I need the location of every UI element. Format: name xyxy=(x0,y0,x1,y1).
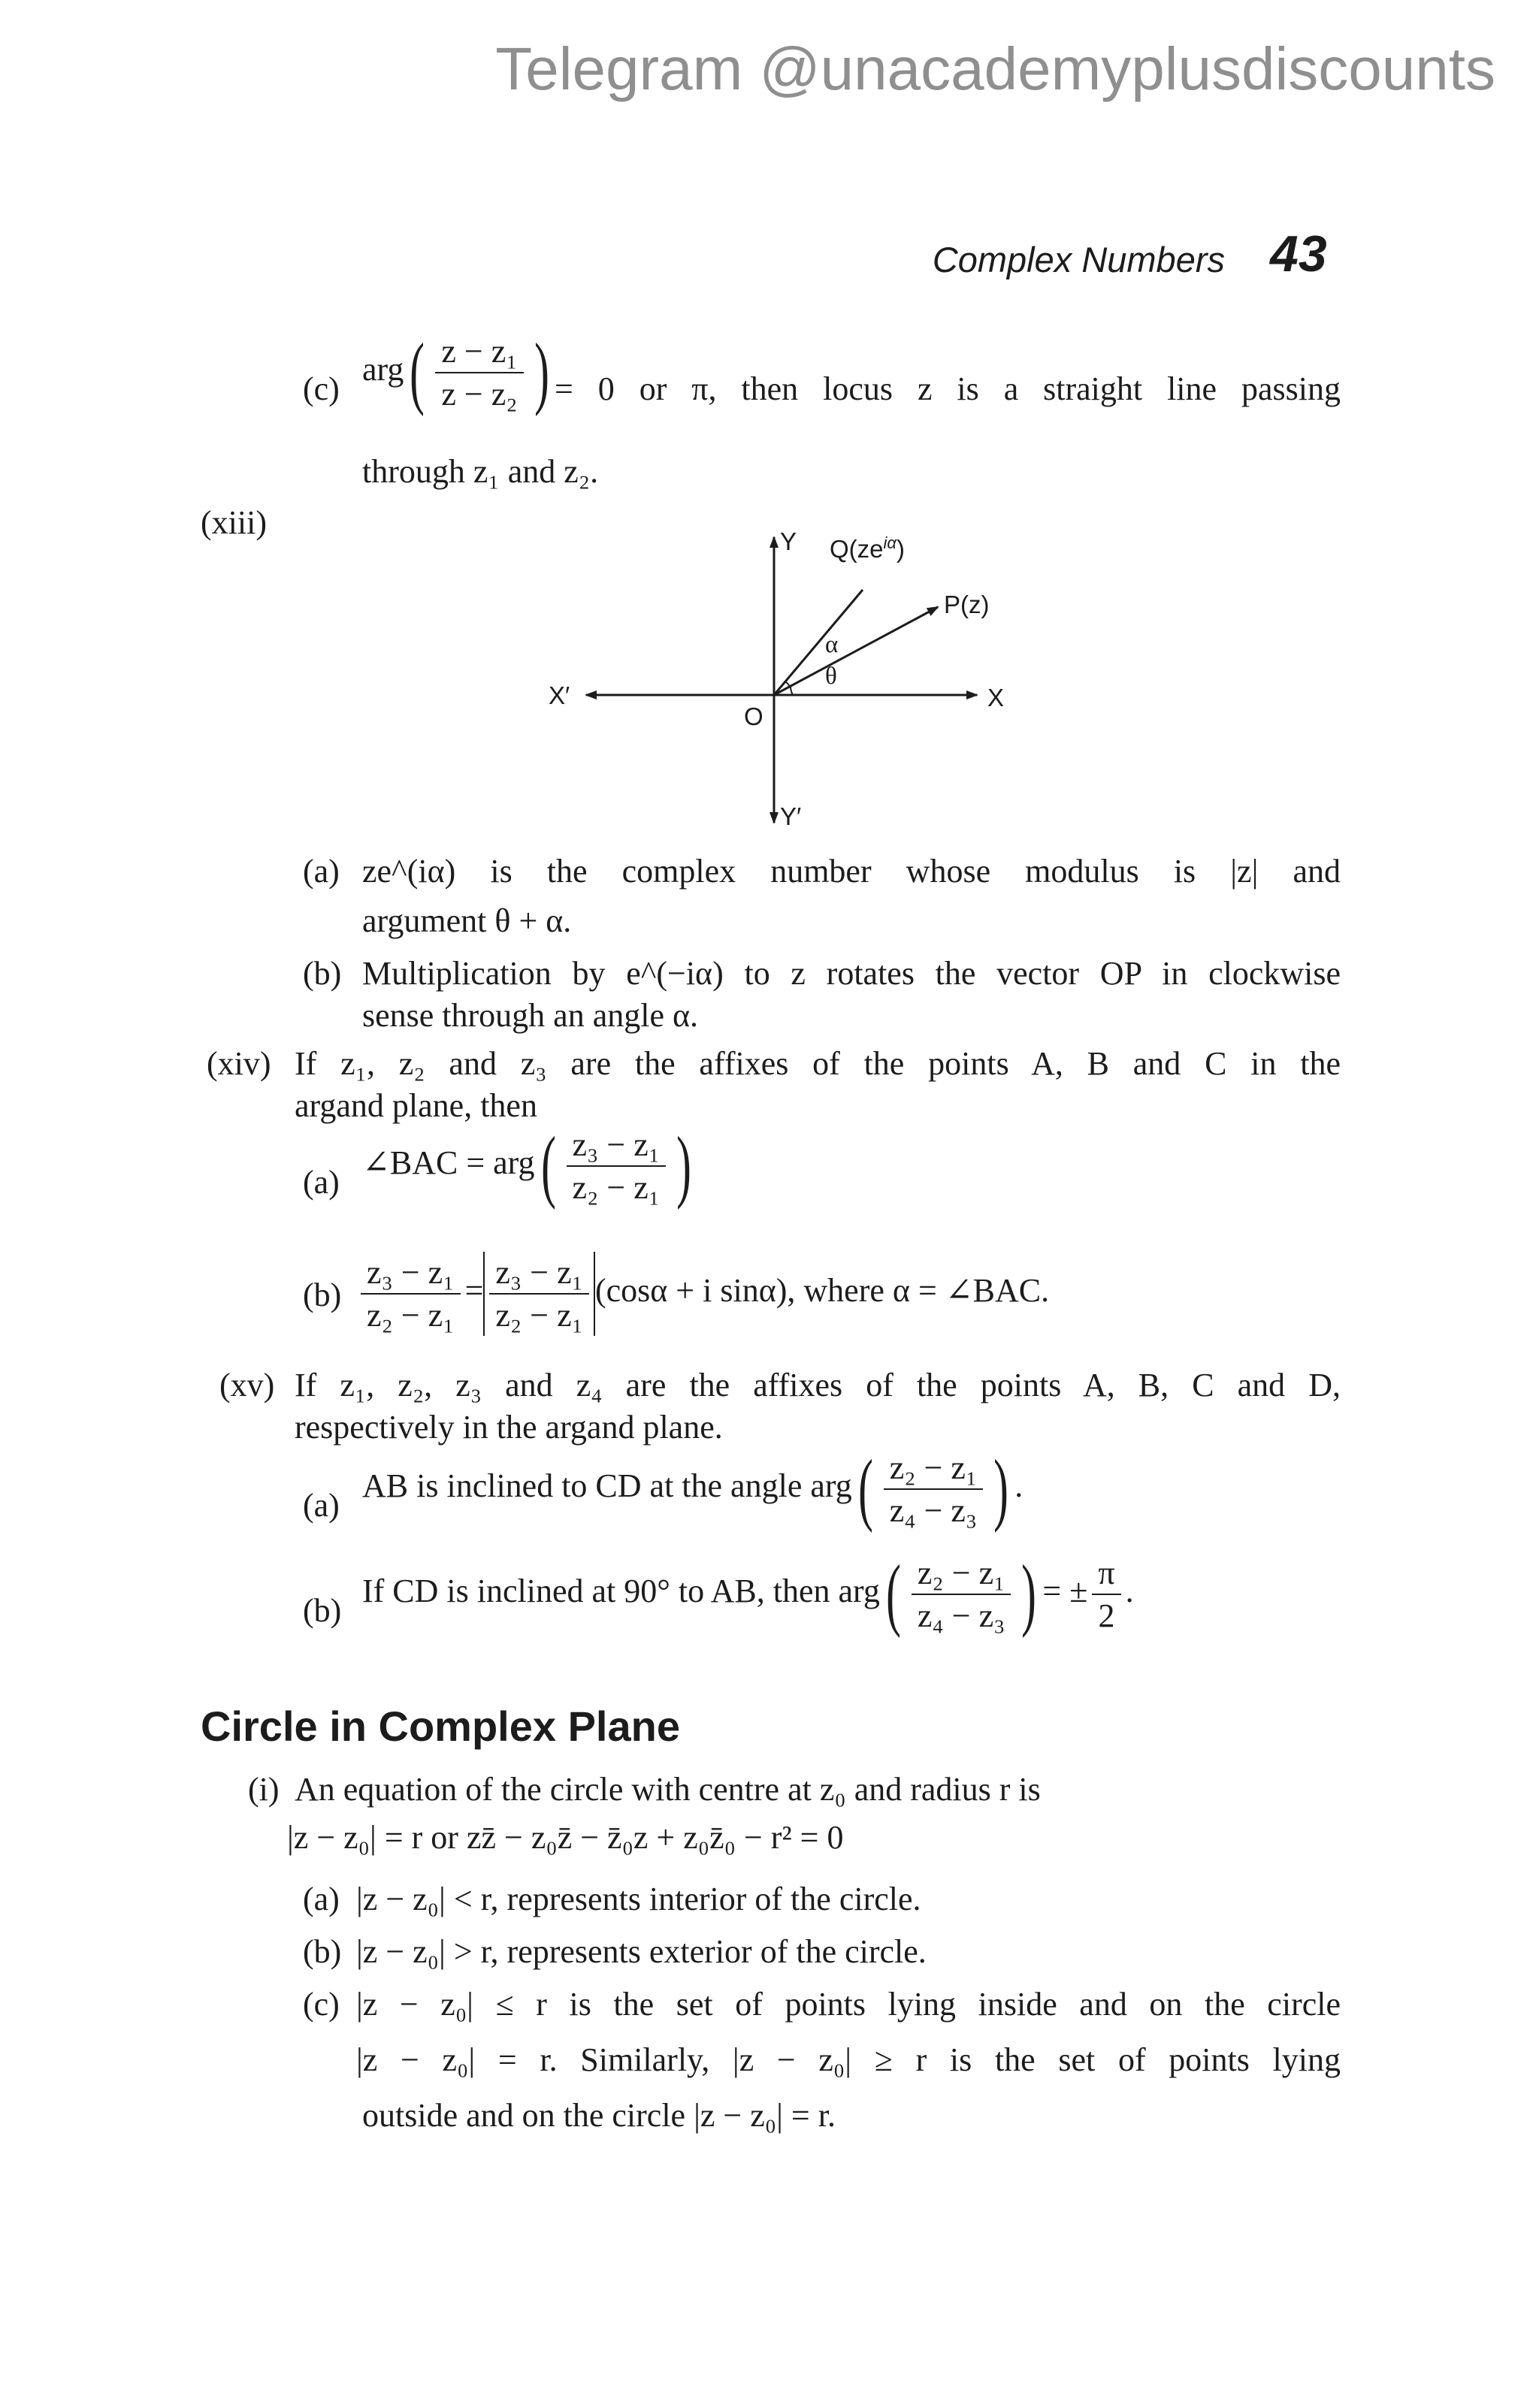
vector-oq xyxy=(774,590,863,695)
xiii-a-line2: argument θ + α. xyxy=(362,902,572,939)
modulus-bars xyxy=(483,1252,595,1336)
fraction-denominator: z₂ − z₁ xyxy=(572,1169,661,1206)
fraction xyxy=(361,1252,461,1336)
item-c-label: (c) xyxy=(303,370,340,407)
alpha-arc xyxy=(785,681,790,687)
fraction-numerator: z − z₁ xyxy=(435,331,523,373)
equals-sign: = xyxy=(464,1272,484,1310)
fraction-denominator: z − z₂ xyxy=(441,376,518,412)
fraction-denominator: z₂ − z₁ xyxy=(367,1297,455,1334)
item-c-rest: = 0 or π, then locus z is a straight line passing xyxy=(555,370,1341,407)
fraction-numerator: π xyxy=(1092,1552,1120,1595)
xiii-a-line1: ze^(iα) is the complex number whose modulus is |z| and xyxy=(362,853,1341,890)
xiv-a-label: (a) xyxy=(303,1164,340,1201)
left-paren: ( xyxy=(886,1549,901,1639)
label-q: $Q(ze^{i\alpha})$ xyxy=(830,533,905,563)
fraction-denominator: z₄ − z₃ xyxy=(889,1492,978,1529)
theta-arc xyxy=(791,686,793,695)
item-xiii-label: (xiii) xyxy=(201,504,267,541)
xiii-a-label: (a) xyxy=(303,853,340,890)
pi-over-two xyxy=(1092,1552,1120,1636)
label-y: Y xyxy=(780,527,797,555)
left-paren: ( xyxy=(857,1444,873,1533)
label-x-prime: X′ xyxy=(549,681,570,709)
xv-line2: respectively in the argand plane. xyxy=(295,1409,723,1446)
xv-b-text: If CD is inclined at 90° to AB, then arg xyxy=(362,1573,880,1610)
circle-c-line3: outside and on the circle |z − z₀| = r. xyxy=(362,2097,836,2134)
circle-c-line1: |z − z₀| ≤ r is the set of points lying inside and on the circle xyxy=(356,1986,1341,2023)
right-paren: ) xyxy=(1021,1549,1037,1639)
circle-a-text: |z − z₀| < r, represents interior of the circle. xyxy=(356,1881,921,1917)
label-origin: O xyxy=(744,702,763,730)
fraction-numerator: z₃ − z₁ xyxy=(489,1252,589,1295)
xv-a-text: AB is inclined to CD at the angle arg xyxy=(362,1467,852,1505)
left-paren: ( xyxy=(410,328,425,417)
xiii-b-line2: sense through an angle α. xyxy=(362,997,699,1034)
label-y-prime: Y′ xyxy=(780,802,802,830)
circle-c-line2: |z − z₀| = r. Similarly, |z − z₀| ≥ r is the set of points lying xyxy=(356,2041,1341,2078)
period: . xyxy=(1014,1467,1023,1505)
fraction xyxy=(435,331,523,415)
fraction-numerator: z₂ − z₁ xyxy=(884,1447,984,1490)
circle-c-label: (c) xyxy=(303,1986,340,2023)
period: . xyxy=(1125,1573,1134,1610)
xiv-b-equation xyxy=(356,1252,1049,1336)
fraction xyxy=(884,1447,984,1531)
left-paren: ( xyxy=(540,1121,556,1210)
xiv-a-lhs: ∠BAC = arg xyxy=(362,1144,535,1182)
equals-plus-minus: = ± xyxy=(1042,1573,1088,1610)
label-theta: θ xyxy=(825,663,837,690)
fraction-denominator: 2 xyxy=(1098,1597,1115,1634)
section-heading: Circle in Complex Plane xyxy=(201,1703,680,1750)
circle-i-line2: |z − z₀| = r or zz̄ − z₀z̄ − z̄₀z + z₀z̄₀ − r² = 0 xyxy=(287,1819,844,1856)
xv-line1: If z₁, z₂, z₃ and z₄ are the affixes of the points A, B, C and D, xyxy=(295,1367,1341,1403)
watermark-text: Telegram @unacademyplusdiscounts xyxy=(495,35,1495,102)
xiv-line1: If z₁, z₂ and z₃ are the affixes of the points A, B and C in the xyxy=(295,1045,1341,1082)
right-paren: ) xyxy=(993,1444,1009,1533)
fraction-denominator: z₄ − z₃ xyxy=(917,1597,1005,1634)
item-xiv-label: (xiv) xyxy=(207,1045,271,1082)
xiv-line2: argand plane, then xyxy=(295,1087,537,1124)
fraction-numerator: z₂ − z₁ xyxy=(912,1552,1011,1595)
right-paren: ) xyxy=(676,1121,691,1210)
fraction xyxy=(912,1552,1011,1636)
label-x: X xyxy=(987,684,1005,712)
xv-b-label: (b) xyxy=(303,1592,342,1629)
xiii-b-label: (b) xyxy=(303,955,342,992)
right-paren: ) xyxy=(534,328,549,417)
xiv-a-equation xyxy=(362,1121,697,1210)
page-number: 43 xyxy=(1270,225,1327,282)
circle-a-label: (a) xyxy=(303,1881,340,1917)
fraction xyxy=(489,1252,589,1336)
fraction-numerator: z₃ − z₁ xyxy=(567,1124,667,1167)
rotation-diagram xyxy=(526,526,1052,841)
arg-text: arg xyxy=(362,351,404,388)
circle-b-label: (b) xyxy=(303,1933,342,1970)
xv-b-equation xyxy=(362,1549,1134,1639)
xiii-b-line1: Multiplication by e^(−iα) to z rotates the vector OP in clockwise xyxy=(362,955,1341,992)
xiv-b-label: (b) xyxy=(303,1277,342,1313)
running-header-title: Complex Numbers xyxy=(932,240,1225,279)
item-xv-label: (xv) xyxy=(219,1367,275,1403)
fraction xyxy=(567,1124,667,1208)
xv-a-label: (a) xyxy=(303,1487,340,1524)
fraction-numerator: z₃ − z₁ xyxy=(361,1252,461,1295)
xiv-b-rest: (cosα + i sinα), where α = ∠BAC. xyxy=(594,1272,1050,1310)
circle-i-label: (i) xyxy=(248,1771,280,1808)
xv-a-equation xyxy=(362,1444,1023,1533)
label-alpha: α xyxy=(825,631,839,658)
label-p: P(z) xyxy=(944,591,990,618)
circle-b-text: |z − z₀| > r, represents exterior of the circle. xyxy=(356,1933,927,1970)
vector-op xyxy=(774,607,938,695)
fraction-denominator: z₂ − z₁ xyxy=(495,1297,583,1334)
circle-i-line1: An equation of the circle with centre at z₀ and radius r is xyxy=(295,1771,1041,1808)
item-c-line2: through z₁ and z₂. xyxy=(362,453,599,490)
